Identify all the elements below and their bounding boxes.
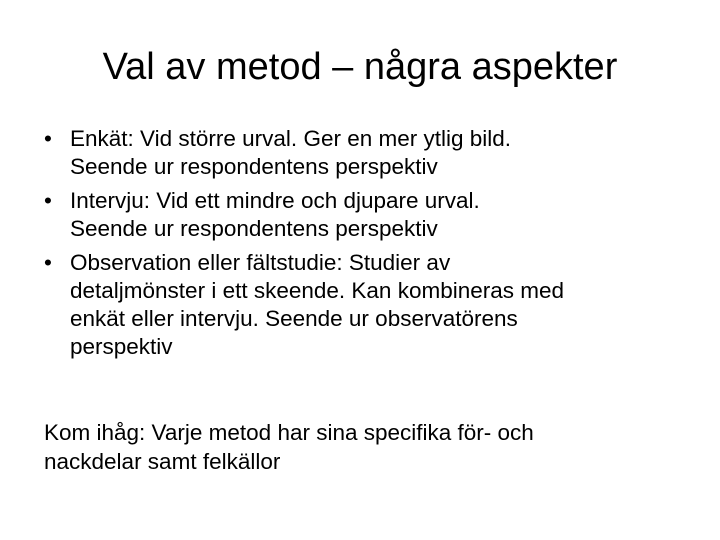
reminder-note xyxy=(44,418,694,476)
bullet-item-intervju xyxy=(44,187,694,243)
bullet-item-observation xyxy=(44,249,694,361)
bullet-marker: • xyxy=(44,126,52,151)
bullet-marker: • xyxy=(44,188,52,213)
bullet-text-line: perspektiv xyxy=(70,334,173,359)
bullet-item-enkat xyxy=(44,125,694,181)
bullet-text-line: Intervju: Vid ett mindre och djupare urval. xyxy=(70,188,480,213)
bullet-text-line: Seende ur respondentens perspektiv xyxy=(70,154,438,179)
bullet-text-line: Seende ur respondentens perspektiv xyxy=(70,216,438,241)
bullet-text-line: detaljmönster i ett skeende. Kan kombineras med xyxy=(70,278,565,303)
bullet-text-line: enkät eller intervju. Seende ur observatörens xyxy=(70,306,518,331)
bullet-marker: • xyxy=(44,250,52,275)
bullet-list xyxy=(44,125,694,367)
bullet-text-line: Observation eller fältstudie: Studier av xyxy=(70,250,451,275)
slide-title: Val av metod – några aspekter xyxy=(102,46,618,88)
bullet-text-line: Enkät: Vid större urval. Ger en mer ytlig bild. xyxy=(70,126,512,151)
note-text-line: Kom ihåg: Varje metod har sina specifika för- och xyxy=(44,420,534,445)
note-text-line: nackdelar samt felkällor xyxy=(44,449,281,474)
